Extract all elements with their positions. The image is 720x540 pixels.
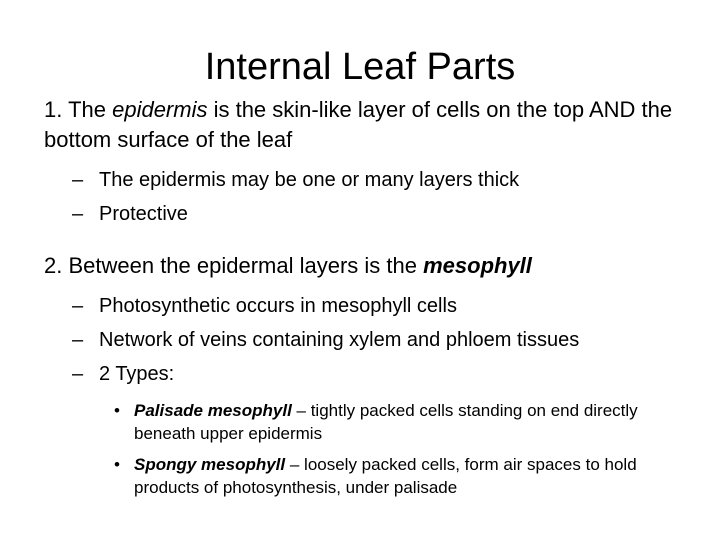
dash-marker: – — [72, 169, 84, 191]
term-palisade-mesophyll: Palisade mesophyll — [134, 401, 292, 420]
point-mesophyll — [44, 251, 694, 281]
sub-point-text: 2 Types: — [99, 363, 175, 385]
sub-point-text: The epidermis may be one or many layers thick — [99, 169, 520, 191]
bullet-marker: • — [114, 455, 120, 474]
point-epidermis — [44, 95, 694, 155]
term-mesophyll: mesophyll — [423, 253, 532, 278]
type-item-spongy — [44, 453, 694, 499]
point-epidermis-prefix: 1. The — [44, 97, 113, 122]
type-item-palisade — [44, 399, 694, 445]
dash-marker: – — [72, 329, 84, 351]
sub-point — [44, 323, 694, 357]
sub-point-text: Network of veins containing xylem and phloem tissues — [99, 329, 580, 351]
slide-title: Internal Leaf Parts — [204, 46, 516, 88]
point-epidermis-text: is the skin-like layer of cells on the top AND the bottom surface of the leaf — [44, 97, 673, 152]
dash-marker: – — [72, 203, 84, 225]
sub-point — [44, 163, 694, 197]
type-description: – loosely packed cells, form air spaces to hold products of photosynthesis, under palisade — [134, 455, 637, 497]
sub-point — [44, 197, 694, 231]
dash-marker: – — [72, 363, 84, 385]
sub-point — [44, 289, 694, 323]
term-epidermis: epidermis — [112, 97, 208, 122]
type-description: – tightly packed cells standing on end directly beneath upper epidermis — [134, 401, 638, 443]
slide-body — [44, 95, 694, 499]
sub-point — [44, 357, 694, 391]
point-mesophyll-prefix: 2. Between the epidermal layers is the — [44, 253, 424, 278]
bullet-marker: • — [114, 401, 120, 420]
sub-point-text: Protective — [99, 203, 188, 225]
sub-point-text: Photosynthetic occurs in mesophyll cells — [99, 295, 457, 317]
term-spongy-mesophyll: Spongy mesophyll — [134, 455, 286, 474]
dash-marker: – — [72, 295, 84, 317]
